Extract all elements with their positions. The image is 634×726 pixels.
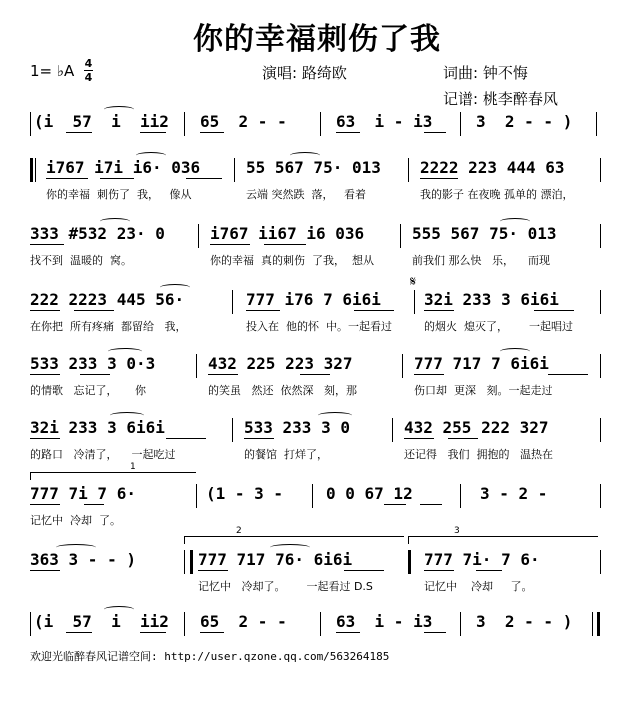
measure: 3 - 2 -: [480, 484, 548, 503]
measure: 777 7i· 7 6·: [424, 550, 540, 569]
notes-row: [0, 484, 634, 506]
notes-row: [0, 290, 634, 312]
measure: (i 57 i ii2: [34, 612, 169, 631]
segno-icon: 𝄋: [410, 274, 417, 290]
lyric-text: 记忆中 冷却 了。: [424, 580, 533, 593]
time-signature: [84, 58, 93, 83]
lyric-text: 找不到 温暖的 窝。: [30, 254, 132, 267]
volta-number: 2: [236, 526, 242, 536]
lyric-text: 记忆中 冷却了。 一起看过 D.S: [198, 580, 373, 593]
measure: 3 2 - - ): [476, 612, 573, 631]
time-signature-top: 4: [84, 57, 93, 70]
lyric-text: 投入在 他的怀 中。一起看过: [246, 320, 392, 333]
lyric-text: 的烟火 熄灭了， 一起唱过: [424, 320, 573, 333]
measure: 333 #532 23· 0: [30, 224, 165, 243]
volta-number: 1: [130, 462, 136, 472]
notes-row: [0, 612, 634, 634]
measure: 533 233 3 0: [244, 418, 350, 437]
measure: (1 - 3 -: [206, 484, 284, 503]
notes-row: [0, 158, 634, 180]
measure: 32i 233 3 6i6i: [424, 290, 559, 309]
measure: i767 i7i i6· 036: [46, 158, 201, 177]
measure: i767 ii67 i6 036: [210, 224, 365, 243]
measure: 65 2 - -: [200, 612, 287, 631]
lyric-text: 前我们 那么快 乐， 而现: [412, 254, 550, 267]
notes-row: [0, 418, 634, 440]
song-title: 你的幸福刺伤了我: [193, 22, 441, 57]
measure: 777 7i 7 6·: [30, 484, 136, 503]
key-signature: 1= ♭A: [30, 62, 75, 80]
measure: 555 567 75· 013: [412, 224, 557, 243]
measure: 2222 223 444 63: [420, 158, 565, 177]
footer-credit: 欢迎光临醉春风记谱空间: http://user.qzone.qq.com/563264185: [30, 650, 390, 663]
measure: 0 0 67 12: [326, 484, 413, 503]
measure: (i 57 i ii2: [34, 112, 169, 131]
lyric-text: 的笑虽 然还 依然深 刻，那: [208, 384, 357, 397]
singer-credit: 演唱: 路绮欧: [262, 64, 347, 82]
measure: 55 567 75· 013: [246, 158, 381, 177]
lyric-text: 记忆中 冷却 了。: [30, 514, 121, 527]
lyric-text: 伤口却 更深 刻。一起走过: [414, 384, 553, 397]
time-signature-bottom: 4: [84, 71, 93, 84]
measure: 533 233 3 0·3: [30, 354, 156, 373]
measure: 3 2 - - ): [476, 112, 573, 131]
notes-row: [0, 354, 634, 376]
measure: 777 i76 7 6i6i: [246, 290, 381, 309]
notes-row: [0, 112, 634, 134]
measure: 363 3 - - ): [30, 550, 136, 569]
lyric-text: 在你把 所有疼痛 都留给 我，: [30, 320, 187, 333]
lyric-text: 的餐馆 打烊了，: [244, 448, 328, 461]
lyric-text: 的情歌 忘记了， 你: [30, 384, 146, 397]
measure: 777 717 76· 6i6i: [198, 550, 353, 569]
lyric-text: 你的幸福 刺伤了 我， 像从: [46, 188, 192, 201]
measure: 222 2223 445 56·: [30, 290, 185, 309]
measure: 63 i - i3: [336, 112, 433, 131]
measure: 63 i - i3: [336, 612, 433, 631]
volta-number: 3: [454, 526, 460, 536]
measure: 432 255 222 327: [404, 418, 549, 437]
measure: 432 225 223 327: [208, 354, 353, 373]
lyric-text: 我的影子 在夜晚 孤单的 漂泊，: [420, 188, 574, 201]
lyric-text: 还记得 我们 拥抱的 温热在: [404, 448, 553, 461]
lyric-text: 的路口 冷清了， 一起吃过: [30, 448, 176, 461]
transcriber-credit: 记谱: 桃李醉春风: [443, 90, 558, 108]
notes-row: [0, 224, 634, 246]
measure: 777 717 7 6i6i: [414, 354, 549, 373]
lyric-text: 你的幸福 真的刺伤 了我， 想从: [210, 254, 374, 267]
lyric-text: 云端 突然跌 落， 看着: [246, 188, 366, 201]
composer-credit: 词曲: 钟不悔: [443, 64, 528, 82]
measure: 65 2 - -: [200, 112, 287, 131]
notes-row: [0, 550, 634, 572]
measure: 32i 233 3 6i6i: [30, 418, 165, 437]
